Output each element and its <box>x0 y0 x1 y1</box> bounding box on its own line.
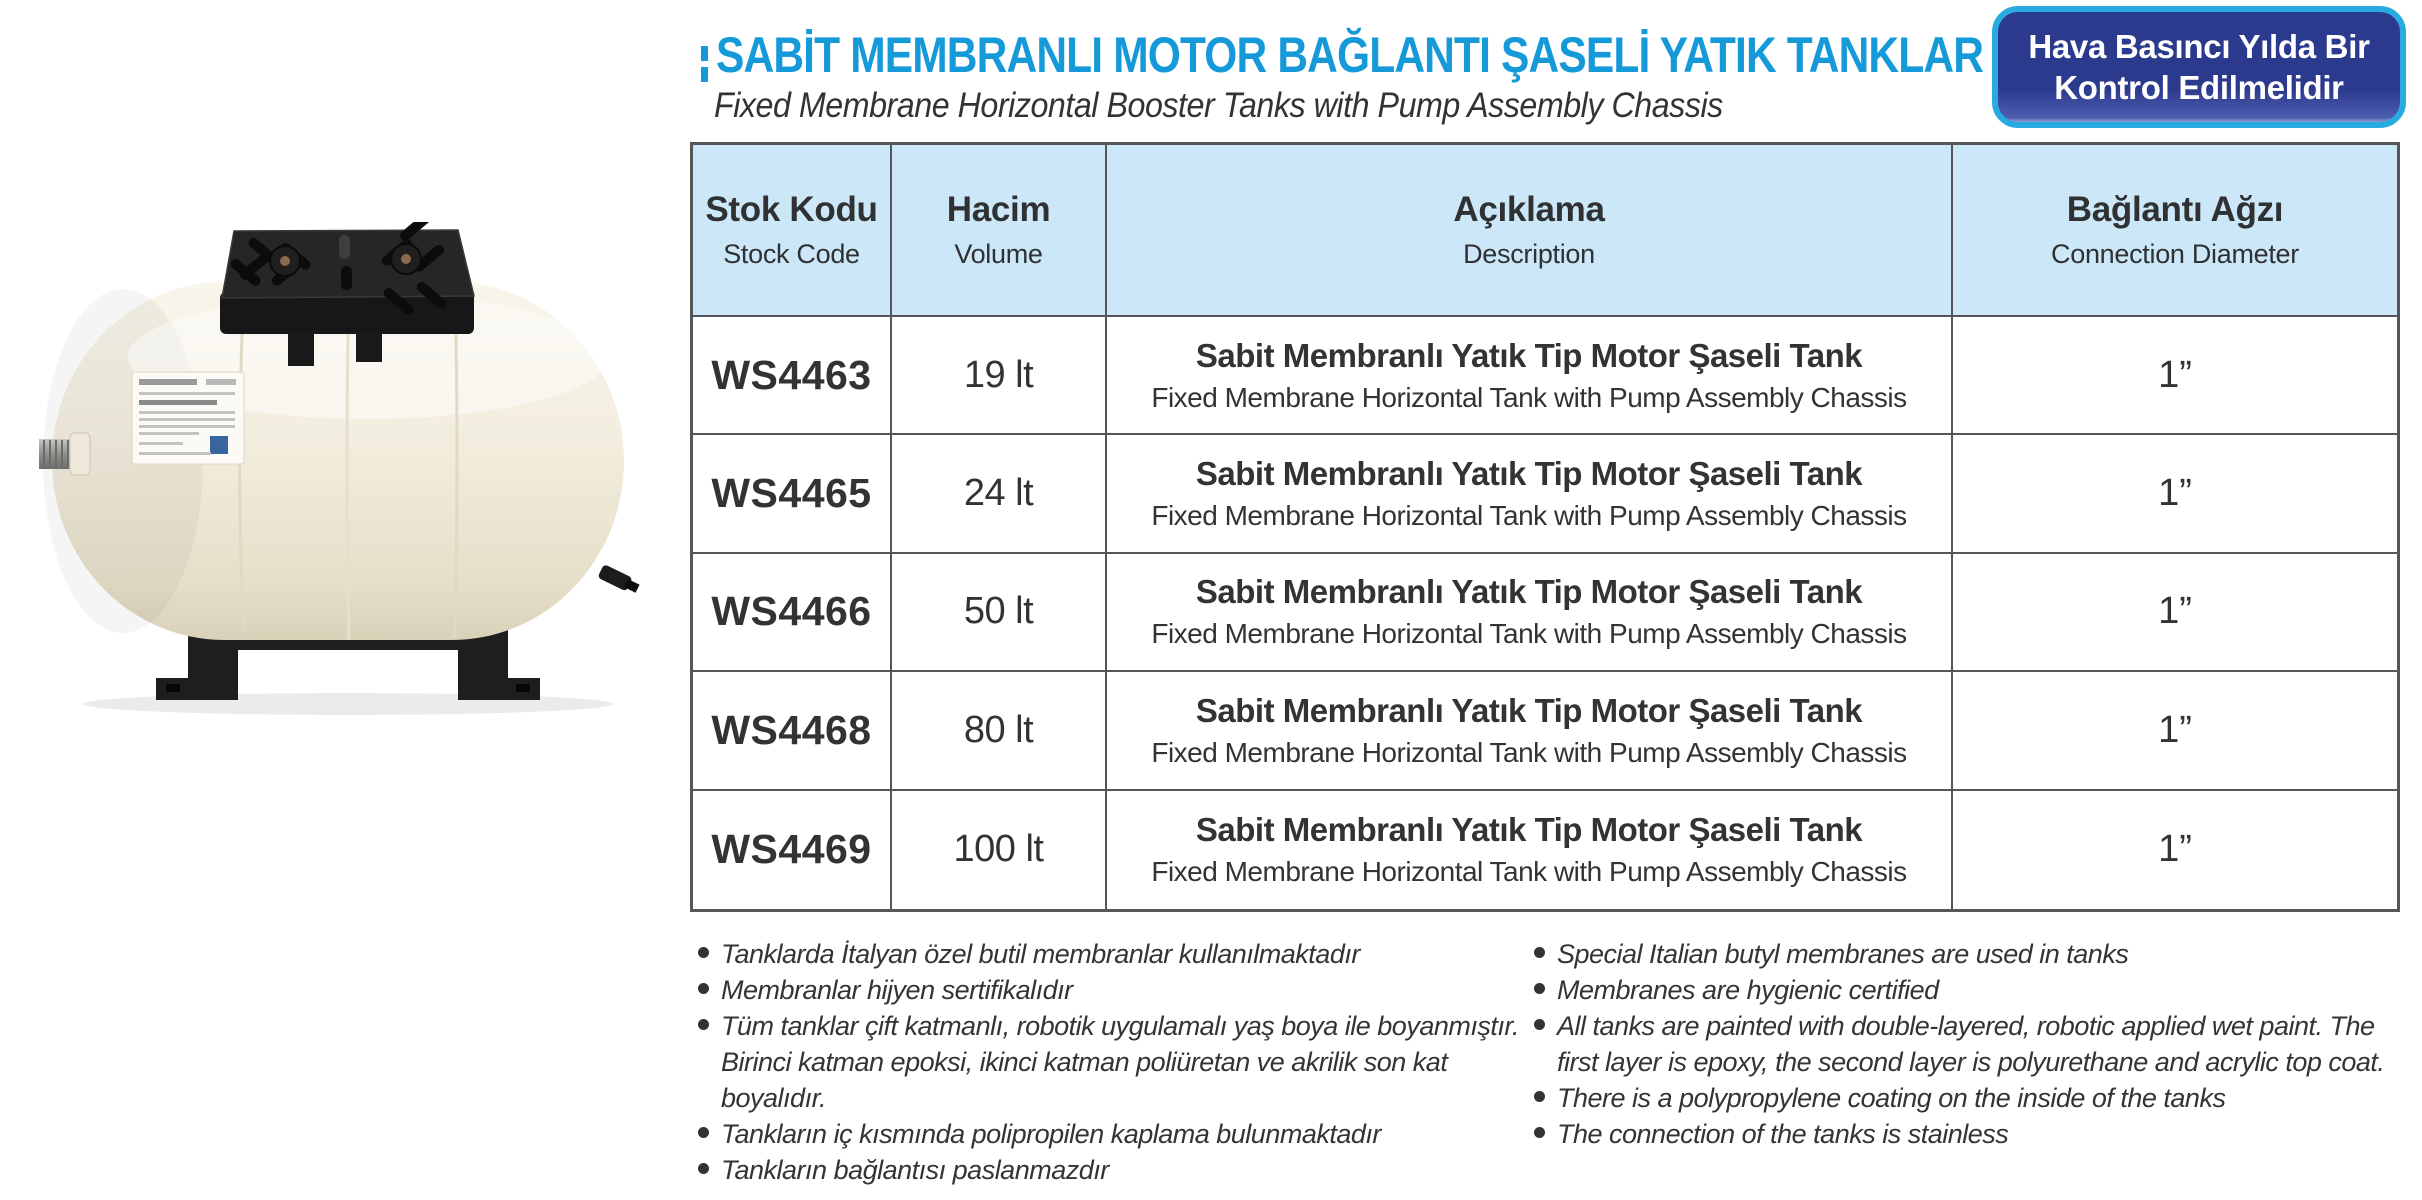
volume-cell <box>892 317 1107 435</box>
feature-text: Membranes are hygienic certified <box>1557 975 1939 1005</box>
description-tr: Sabit Membranlı Yatık Tip Motor Şaseli Tank <box>1195 573 1863 611</box>
stock-code: WS4465 <box>711 470 872 517</box>
bullet-icon <box>1534 983 1545 994</box>
description-en: Fixed Membrane Horizontal Tank with Pump Assembly Chassis <box>1151 381 1907 413</box>
volume-cell <box>892 435 1107 553</box>
stock-code-cell <box>693 791 892 909</box>
feature-text: Tanklarda İtalyan özel butil membranlar kullanılmaktadır <box>721 939 1360 969</box>
bullet-icon <box>698 1019 709 1030</box>
tank-body <box>43 282 624 640</box>
feature-item <box>1534 936 2418 972</box>
feature-text: All tanks are painted with double-layered, robotic applied wet paint. The first layer is epoxy, the second layer is polyurethane and acrylic top coat. <box>1557 1011 2385 1077</box>
description-tr: Sabit Membranlı Yatık Tip Motor Şaseli Tank <box>1195 336 1863 374</box>
stock-code-cell <box>693 554 892 672</box>
description-en: Fixed Membrane Horizontal Tank with Pump Assembly Chassis <box>1151 500 1907 532</box>
description-cell <box>1107 554 1953 672</box>
volume: 80 lt <box>963 708 1034 751</box>
stock-code: WS4468 <box>711 706 872 753</box>
volume: 24 lt <box>963 472 1034 515</box>
header-label-tr: Hacim <box>946 190 1051 229</box>
feature-text: Tankların iç kısmında polipropilen kaplama bulunmaktadır <box>721 1119 1381 1149</box>
bullet-icon <box>1534 1019 1545 1030</box>
description-cell <box>1107 435 1953 553</box>
description-en: Fixed Membrane Horizontal Tank with Pump Assembly Chassis <box>1151 856 1907 888</box>
tank-connection-fitting <box>39 433 90 475</box>
feature-item <box>1534 1080 2418 1116</box>
product-label <box>132 372 244 464</box>
stock-code: WS4466 <box>711 588 872 635</box>
volume: 19 lt <box>963 353 1034 396</box>
bullet-icon <box>1534 1091 1545 1102</box>
badge-line-2: Kontrol Edilmelidir <box>2054 69 2344 106</box>
description-en: Fixed Membrane Horizontal Tank with Pump Assembly Chassis <box>1151 736 1907 768</box>
header-label-tr: Açıklama <box>1453 190 1605 229</box>
column-header-description <box>1107 145 1953 317</box>
connection-size: 1” <box>2158 828 2192 871</box>
feature-text: Tüm tanklar çift katmanlı, robotik uygulamalı yaş boya ile boyanmıştır. Birinci katman epoksi, ikinci katman poliüretan ve akrilik son kat boyalıdır. <box>721 1011 1519 1113</box>
connection-size: 1” <box>2158 353 2192 396</box>
column-header-connection <box>1953 145 2397 317</box>
stock-code-cell <box>693 317 892 435</box>
product-photo <box>38 222 663 722</box>
header-label-en: Stock Code <box>723 239 860 269</box>
description-en: Fixed Membrane Horizontal Tank with Pump Assembly Chassis <box>1151 618 1907 650</box>
feature-item <box>698 1008 1522 1116</box>
bullet-icon <box>698 947 709 958</box>
header-label-en: Volume <box>954 239 1043 269</box>
header-label-tr: Stok Kodu <box>705 190 878 229</box>
bullet-icon <box>698 1163 709 1174</box>
stock-code-cell <box>693 435 892 553</box>
description-tr: Sabit Membranlı Yatık Tip Motor Şaseli Tank <box>1195 691 1863 729</box>
feature-text: There is a polypropylene coating on the inside of the tanks <box>1557 1083 2226 1113</box>
features-list-turkish <box>698 936 1522 1188</box>
feature-item <box>1534 1116 2418 1152</box>
product-table <box>690 142 2400 912</box>
volume: 100 lt <box>953 828 1044 871</box>
connection-size: 1” <box>2158 472 2192 515</box>
feature-item <box>698 1116 1522 1152</box>
connection-size: 1” <box>2158 590 2192 633</box>
bullet-icon <box>698 1127 709 1138</box>
stock-code-cell <box>693 672 892 790</box>
description-tr: Sabit Membranlı Yatık Tip Motor Şaseli Tank <box>1195 811 1863 849</box>
features-list-english <box>1534 936 2418 1152</box>
description-cell <box>1107 791 1953 909</box>
bullet-icon <box>698 983 709 994</box>
header-label-tr: Bağlantı Ağzı <box>2066 190 2284 229</box>
tank-valve <box>597 564 640 595</box>
badge-line-1: Hava Basıncı Yılda Bir <box>2028 28 2370 65</box>
connection-cell <box>1953 317 2397 435</box>
connection-cell <box>1953 672 2397 790</box>
feature-text: Special Italian butyl membranes are used in tanks <box>1557 939 2129 969</box>
page-title: SABİT MEMBRANLI MOTOR BAĞLANTI ŞASELİ YATIK TANKLAR <box>716 27 1984 83</box>
connection-size: 1” <box>2158 708 2192 751</box>
feature-item <box>1534 972 2418 1008</box>
feature-text: The connection of the tanks is stainless <box>1557 1119 2009 1149</box>
header-label-en: Description <box>1463 239 1595 269</box>
header-label-en: Connection Diameter <box>2051 239 2299 269</box>
feature-item <box>1534 1008 2418 1080</box>
description-tr: Sabit Membranlı Yatık Tip Motor Şaseli Tank <box>1195 455 1863 493</box>
column-header-stock-code <box>693 145 892 317</box>
volume: 50 lt <box>963 590 1034 633</box>
page-subtitle: Fixed Membrane Horizontal Booster Tanks with Pump Assembly Chassis <box>714 86 1723 125</box>
bullet-icon <box>1534 947 1545 958</box>
title-accent-icon <box>701 46 708 82</box>
stock-code: WS4469 <box>711 826 872 873</box>
connection-cell <box>1953 435 2397 553</box>
connection-cell <box>1953 791 2397 909</box>
bullet-icon <box>1534 1127 1545 1138</box>
volume-cell <box>892 791 1107 909</box>
feature-text: Tankların bağlantısı paslanmazdır <box>721 1155 1109 1185</box>
volume-cell <box>892 554 1107 672</box>
volume-cell <box>892 672 1107 790</box>
air-pressure-warning-badge <box>1992 6 2406 128</box>
description-cell <box>1107 672 1953 790</box>
feature-item <box>698 972 1522 1008</box>
column-header-volume <box>892 145 1107 317</box>
description-cell <box>1107 317 1953 435</box>
feature-item <box>698 936 1522 972</box>
feature-text: Membranlar hijyen sertifikalıdır <box>721 975 1073 1005</box>
feature-item <box>698 1152 1522 1188</box>
connection-cell <box>1953 554 2397 672</box>
label-logo-mark <box>210 436 228 454</box>
stock-code: WS4463 <box>711 351 872 398</box>
